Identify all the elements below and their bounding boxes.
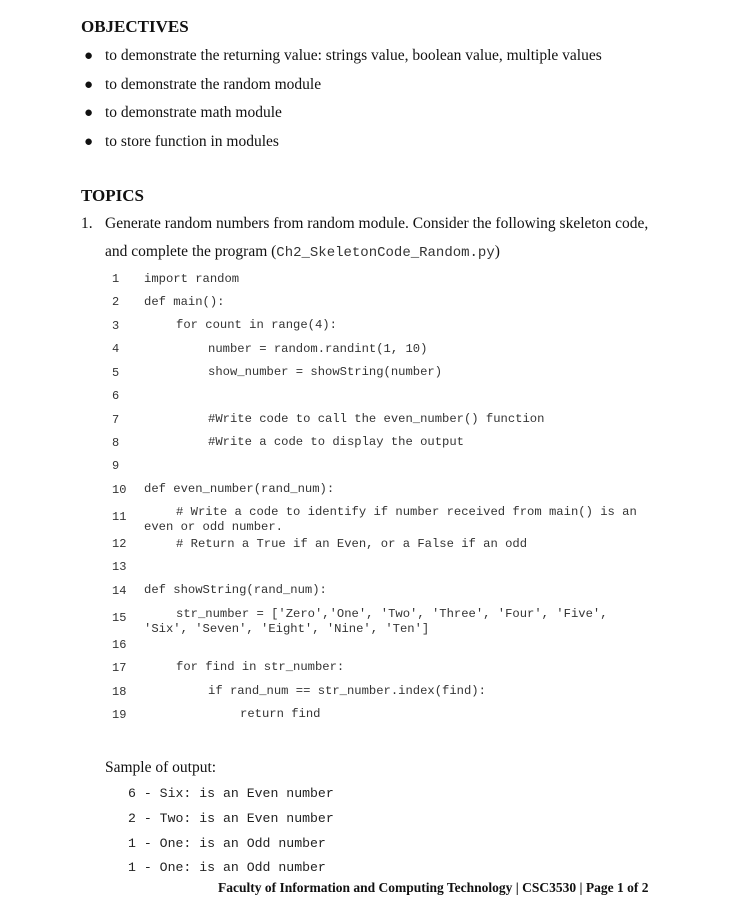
topic-line-2 (105, 243, 500, 261)
topic-line-1: Generate random numbers from random module. Consider the following skeleton code, (105, 215, 649, 232)
objective-text: to demonstrate the random module (105, 76, 322, 93)
line-number: 9 (112, 459, 120, 473)
bullet-icon: ● (84, 134, 94, 150)
sample-output-line: 6 - Six: is an Even number (128, 786, 334, 801)
code-line: if rand_num == str_number.index(find): (208, 684, 486, 698)
code-line: str_number = ['Zero','One', 'Two', 'Three', 'Four', 'Five', (176, 607, 608, 621)
code-line: even or odd number. (144, 520, 283, 534)
sample-output-heading: Sample of output: (105, 759, 217, 776)
line-number: 17 (112, 661, 127, 675)
line-number: 14 (112, 584, 127, 598)
topic-line-2-pre: and complete the program ( (105, 243, 277, 260)
objective-text: to demonstrate math module (105, 104, 282, 121)
bullet-icon: ● (84, 48, 94, 64)
line-number: 1 (112, 272, 120, 286)
line-number: 7 (112, 413, 120, 427)
topics-heading: TOPICS (81, 186, 144, 205)
code-line: #Write code to call the even_number() function (208, 412, 545, 426)
line-number: 19 (112, 708, 127, 722)
line-number: 18 (112, 685, 127, 699)
code-line: for find in str_number: (176, 660, 345, 674)
code-line: # Return a True if an Even, or a False if an odd (176, 537, 528, 551)
code-line: 'Six', 'Seven', 'Eight', 'Nine', 'Ten'] (144, 622, 430, 636)
code-line: number = random.randint(1, 10) (208, 342, 428, 356)
bullet-icon: ● (84, 105, 94, 121)
code-line: show_number = showString(number) (208, 365, 443, 379)
code-line: def main(): (144, 295, 225, 309)
code-line: def showString(rand_num): (144, 583, 327, 597)
line-number: 5 (112, 366, 120, 380)
sample-output-line: 1 - One: is an Odd number (128, 860, 326, 875)
objectives-heading: OBJECTIVES (81, 17, 189, 36)
line-number: 8 (112, 436, 120, 450)
line-number: 10 (112, 483, 127, 497)
line-number: 6 (112, 389, 120, 403)
code-line: import random (144, 272, 240, 286)
objective-text: to demonstrate the returning value: strings value, boolean value, multiple values (105, 47, 602, 64)
code-line: #Write a code to display the output (208, 435, 464, 449)
line-number: 15 (112, 611, 127, 625)
line-number: 12 (112, 537, 127, 551)
bullet-icon: ● (84, 77, 94, 93)
sample-output-line: 1 - One: is an Odd number (128, 836, 326, 851)
objective-text: to store function in modules (105, 133, 279, 150)
line-number: 3 (112, 319, 120, 333)
code-line: def even_number(rand_num): (144, 482, 335, 496)
line-number: 2 (112, 295, 120, 309)
code-line: return find (240, 707, 321, 721)
topic-number: 1. (81, 215, 93, 232)
code-line: # Write a code to identify if number received from main() is an (176, 505, 637, 519)
sample-output-line: 2 - Two: is an Even number (128, 811, 334, 826)
skeleton-filename: Ch2_SkeletonCode_Random.py (276, 245, 495, 261)
line-number: 4 (112, 342, 120, 356)
code-line: for count in range(4): (176, 318, 337, 332)
topic-line-2-post: ) (494, 243, 500, 260)
page-footer: Faculty of Information and Computing Technology | CSC3530 | Page 1 of 2 (218, 880, 649, 895)
line-number: 16 (112, 638, 127, 652)
line-number: 13 (112, 560, 127, 574)
line-number: 11 (112, 510, 127, 524)
